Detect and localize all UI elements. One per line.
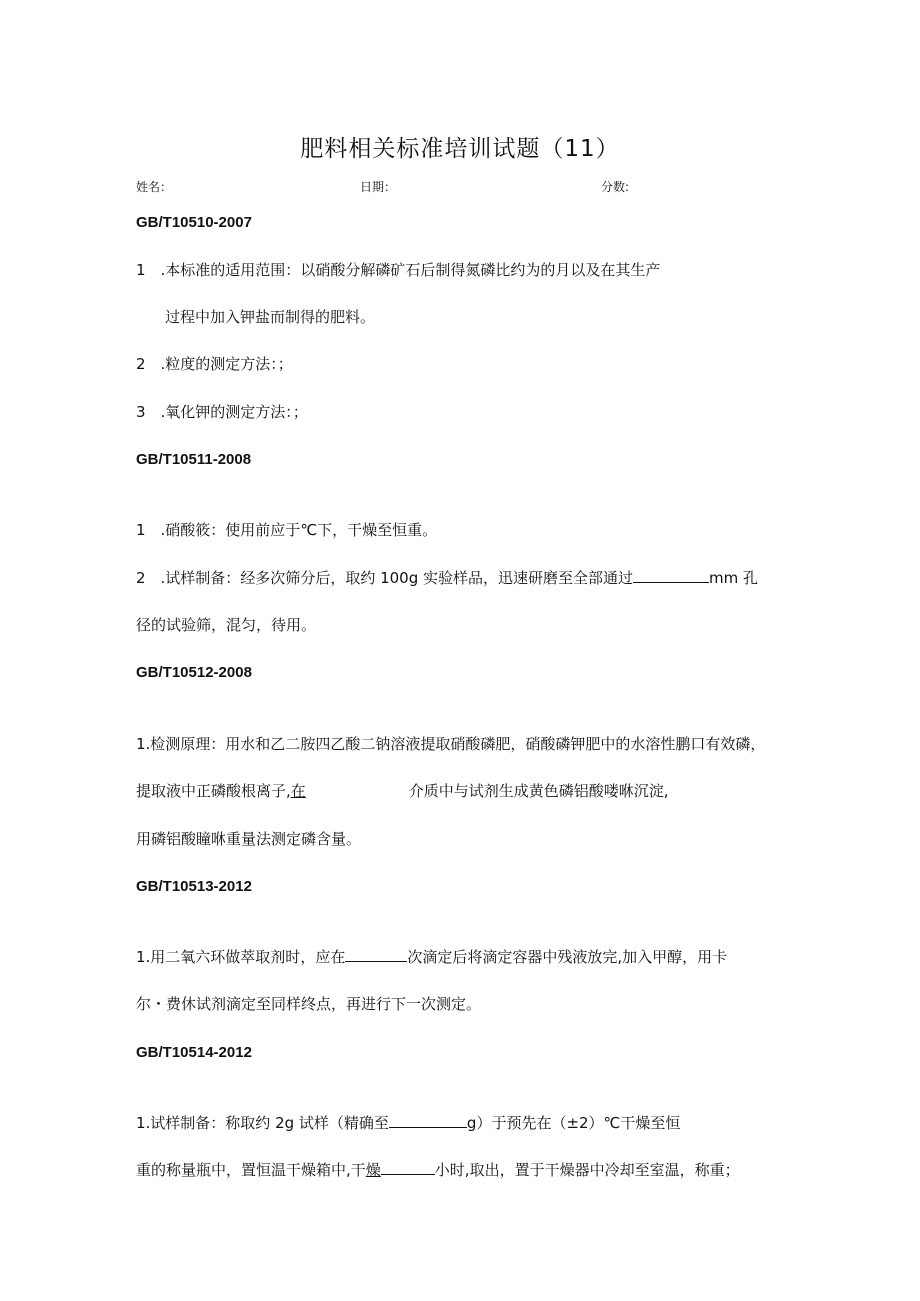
- question-text: g）于预先在（±2）℃干燥至恒: [466, 1114, 681, 1132]
- question-text: 2 .试样制备：经多次筛分后，取约 100g 实验样品，迅速研磨至全部通过: [136, 569, 634, 587]
- question-text: 介质中与试剂生成黄色磷铝酸喽咻沉淀,: [408, 782, 669, 800]
- question-line: 用磷铝酸瞳咻重量法测定磷含量。: [136, 830, 362, 848]
- question-text: 次滴定后将滴定容器中残液放完,加入甲醇，用卡: [407, 948, 728, 966]
- answer-blank[interactable]: [345, 947, 407, 962]
- question-text: 重的称量瓶中，置恒温干燥箱中,干: [136, 1161, 366, 1179]
- page-title: 肥料相关标准培训试题（11）: [300, 136, 620, 162]
- section-heading-gb-t10510: GB/T10510-2007: [136, 214, 252, 231]
- answer-blank[interactable]: [381, 1160, 435, 1175]
- question-line: 径的试验筛，混匀，待用。: [136, 616, 317, 634]
- score-label: 分数:: [601, 180, 630, 194]
- section-heading-gb-t10511: GB/T10511-2008: [136, 451, 252, 468]
- question-line: [136, 567, 758, 588]
- name-label: 姓名：: [136, 180, 173, 194]
- question-line: 过程中加入钾盐而制得的肥料。: [165, 308, 376, 326]
- question-text: 提取液中正磷酸根离子,: [136, 782, 291, 800]
- question-line: 1 .硝酸筱：使用前应于℃下，干燥至恒重。: [136, 521, 438, 539]
- question-line: [136, 1159, 740, 1180]
- question-line: [136, 1112, 680, 1133]
- question-line: 尔・费休试剂滴定至同样终点，再进行下一次测定。: [136, 995, 482, 1013]
- question-text: 小时,取出，置于干燥器中冷却至室温，称重；: [434, 1161, 740, 1179]
- question-line: [136, 780, 669, 801]
- question-line: 3 .氧化钾的测定方法：；: [136, 403, 308, 421]
- date-label: 日期：: [360, 180, 397, 194]
- section-heading-gb-t10514: GB/T10514-2012: [136, 1044, 252, 1061]
- answer-blank[interactable]: [306, 782, 409, 796]
- question-line: 1.检测原理：用水和乙二胺四乙酸二钠溶液提取硝酸磷肥，硝酸磷钾肥中的水溶性鹏口有效磷，: [136, 735, 766, 753]
- question-line: 2 .粒度的测定方法：；: [136, 355, 293, 373]
- question-text: 燥: [365, 1161, 381, 1179]
- section-heading-gb-t10512: GB/T10512-2008: [136, 664, 252, 681]
- question-text: mm 孔: [709, 569, 759, 587]
- answer-blank[interactable]: [633, 568, 709, 583]
- answer-blank[interactable]: [389, 1113, 467, 1128]
- section-heading-gb-t10513: GB/T10513-2012: [136, 878, 252, 895]
- question-text: 在: [290, 782, 306, 800]
- question-line: 1 .本标准的适用范围：以硝酸分解磷矿石后制得氮磷比约为的月以及在其生产: [136, 261, 661, 279]
- question-text: 1.用二氧六环做萃取剂时，应在: [136, 948, 346, 966]
- question-line: [136, 946, 727, 967]
- question-text: 1.试样制备：称取约 2g 试样（精确至: [136, 1114, 389, 1132]
